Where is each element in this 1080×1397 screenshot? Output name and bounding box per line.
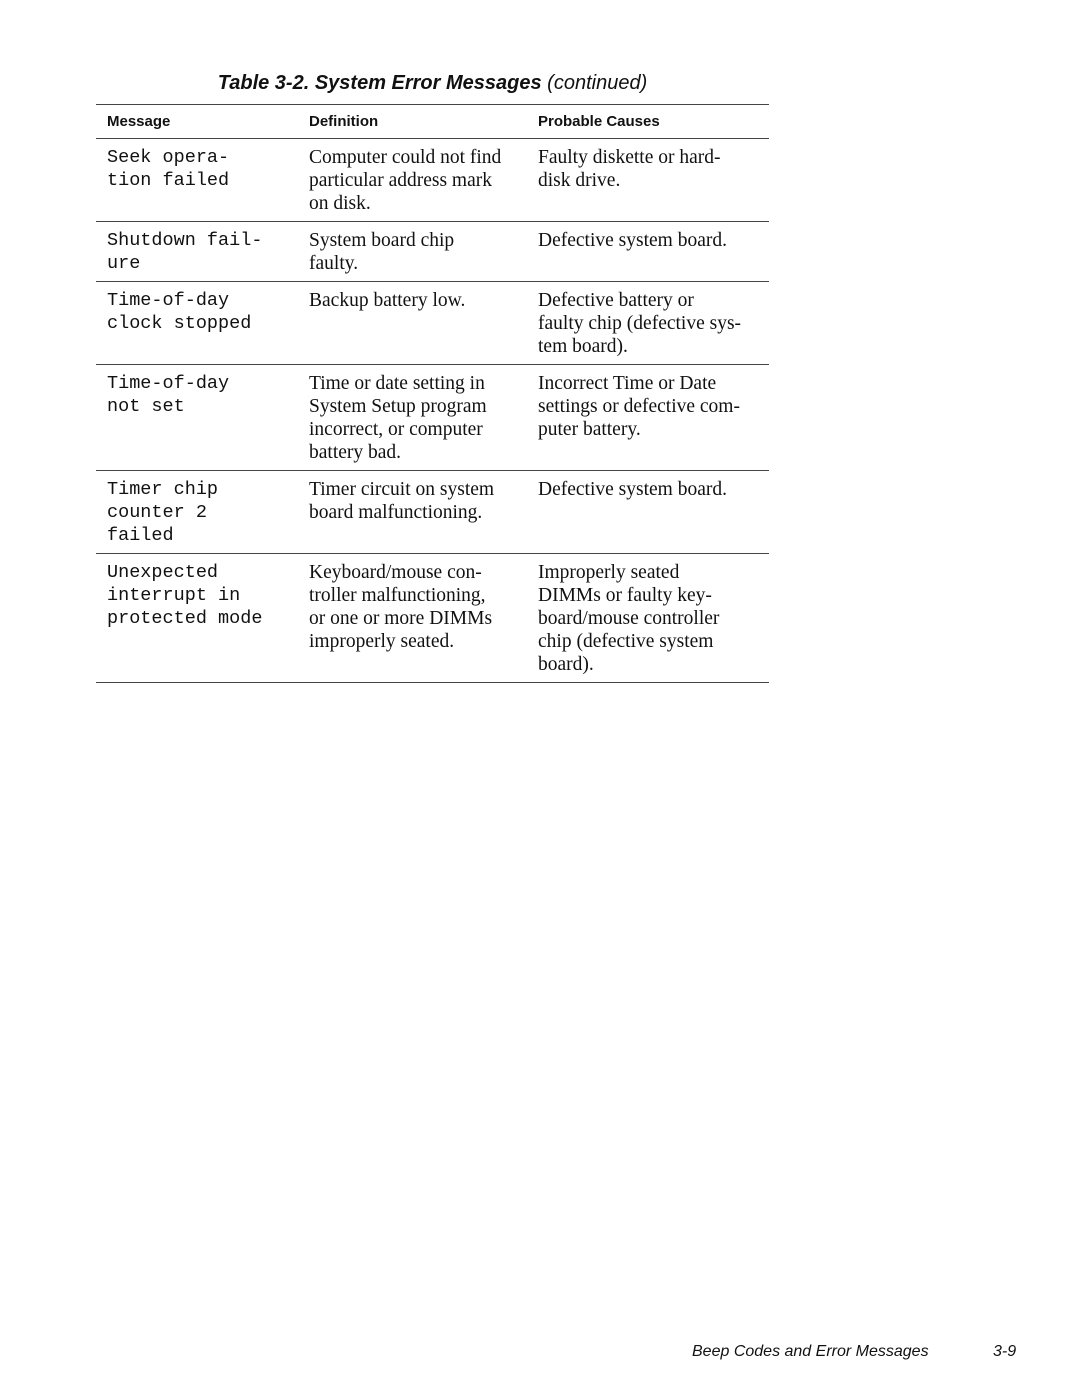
causes-cell: Incorrect Time or Date settings or defective com- puter battery. xyxy=(538,373,740,440)
message-cell: Timer chip counter 2 failed xyxy=(107,479,219,546)
message-cell: Unexpected interrupt in protected mode xyxy=(107,562,263,629)
definition-cell: Backup battery low. xyxy=(309,290,466,311)
row-divider xyxy=(96,553,769,554)
message-cell: Time-of-day not set xyxy=(107,373,230,417)
table-title-main: Table 3-2. System Error Messages xyxy=(217,72,542,94)
causes-cell: Defective system board. xyxy=(538,230,727,251)
header-definition: Definition xyxy=(309,113,379,130)
row-divider xyxy=(96,470,769,471)
table-title-continued: (continued) xyxy=(547,72,648,94)
header-rule xyxy=(96,138,769,139)
definition-cell: System board chip faulty. xyxy=(309,230,455,274)
table-top-rule xyxy=(96,104,769,105)
causes-cell: Faulty diskette or hard- disk drive. xyxy=(538,147,721,191)
causes-cell: Defective battery or faulty chip (defective sys- tem board). xyxy=(538,290,742,357)
definition-cell: Timer circuit on system board malfunctioning. xyxy=(309,479,495,523)
footer-page-number: 3-9 xyxy=(993,1343,1017,1360)
row-divider xyxy=(96,364,769,365)
causes-cell: Improperly seated DIMMs or faulty key- board/mouse controller chip (defective system board). xyxy=(538,562,720,675)
table-bottom-rule xyxy=(96,682,769,683)
definition-cell: Computer could not find particular address mark on disk. xyxy=(309,147,502,214)
definition-cell: Time or date setting in System Setup program incorrect, or computer battery bad. xyxy=(309,373,487,463)
footer-section-title: Beep Codes and Error Messages xyxy=(692,1343,929,1360)
row-divider xyxy=(96,221,769,222)
message-cell: Shutdown fail- ure xyxy=(107,230,263,274)
row-divider xyxy=(96,281,769,282)
header-message: Message xyxy=(107,113,171,130)
table-title xyxy=(96,72,769,95)
causes-cell: Defective system board. xyxy=(538,479,727,500)
header-probable-causes: Probable Causes xyxy=(538,113,660,130)
message-cell: Time-of-day clock stopped xyxy=(107,290,252,334)
definition-cell: Keyboard/mouse con- troller malfunctioning, or one or more DIMMs improperly seated. xyxy=(309,562,493,652)
message-cell: Seek opera- tion failed xyxy=(107,147,230,191)
